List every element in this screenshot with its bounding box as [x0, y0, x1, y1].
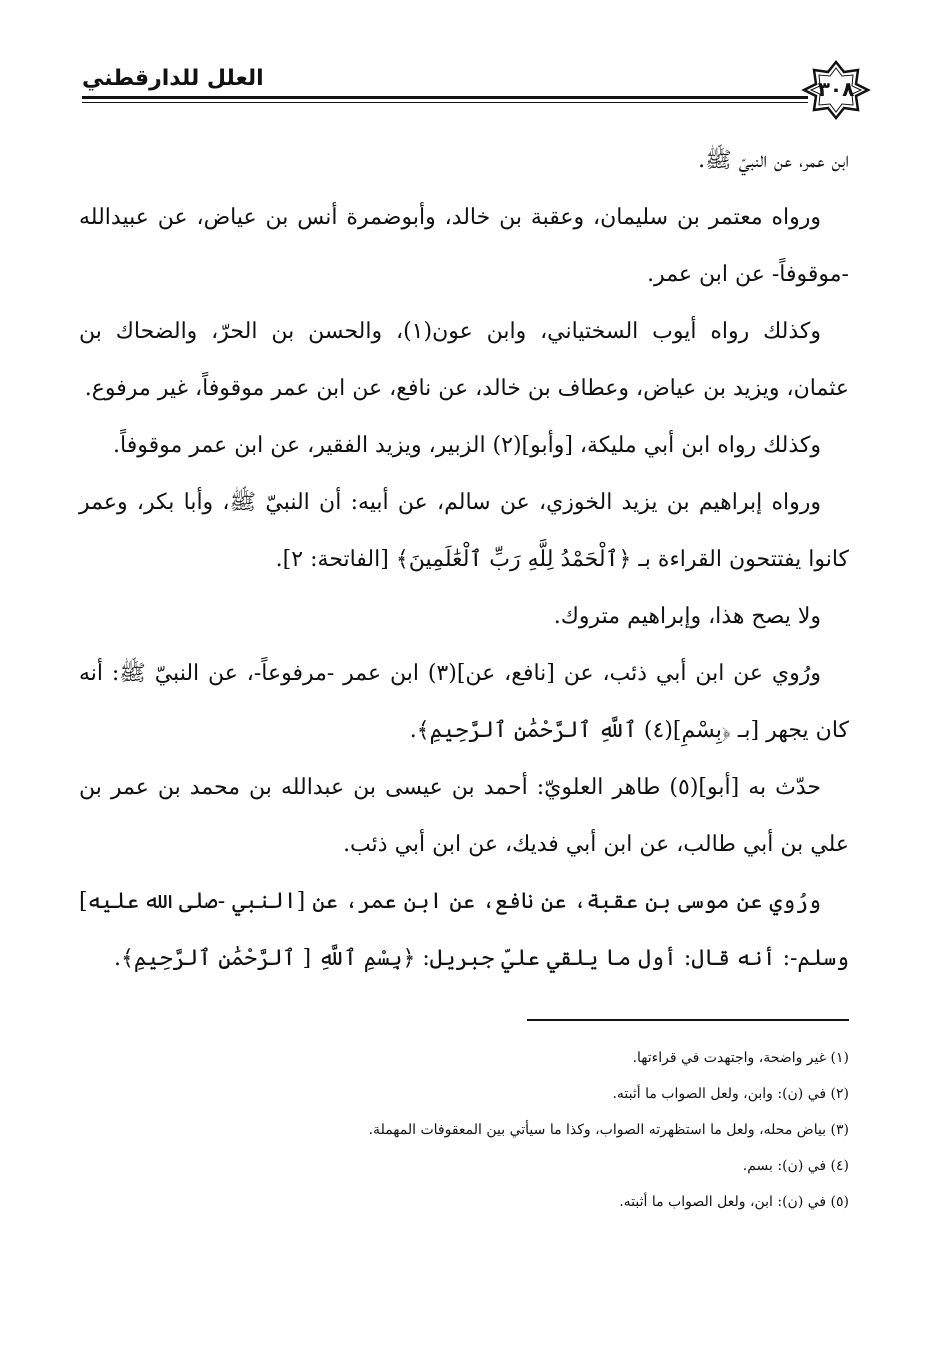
running-title: العلل للدارقطني	[82, 66, 264, 91]
paragraph: وكذلك رواه أيوب السختياني، وابن عون(١)، والحسن بن الحرّ، والضحاك بن عثمان، ويزيد بن عياض، وعطاف بن خالد، عن نافع، عن ابن عمر موقوفاً، غير مرفوع.	[79, 319, 849, 401]
header-rule-thin	[82, 102, 808, 103]
paragraph: حدّث به [أبو](٥) طاهر العلويّ: أحمد بن عيسى بن عبدالله بن محمد بن عمر بن علي بن أبي طالب، عن ابن أبي فديك، عن ابن أبي ذئب.	[79, 775, 849, 857]
footnote: (٢) في (ن): وابن، ولعل الصواب ما أثبته.	[612, 1086, 849, 1102]
footnote: (١) غير واضحة، واجتهدت في قراءتها.	[632, 1050, 849, 1066]
paragraph: ابن عمر، عن النبيّ ﷺ.	[698, 148, 849, 173]
paragraph: ولا يصح هذا، وإبراهيم متروك.	[553, 604, 821, 629]
footnotes	[79, 1040, 849, 1220]
footnote: (٣) بياض محله، ولعل ما استظهرته الصواب، وكذا ما سيأتي بين المعقوفات المهملة.	[368, 1122, 849, 1138]
paragraph: ورُوي عن موسى بن عقبة، عن نافع، عن ابن عمر، عن [النبي -صلى الله عليه] وسلم-: أنه قال: أول ما يلقي عليّ جبريل: ﴿بِسْمِ ٱللَّهِ [ ٱلرَّحْمَٰنِ ٱلرَّحِيمِ﴾.	[79, 889, 849, 971]
footnote-separator	[527, 1019, 849, 1021]
footnote: (٥) في (ن): ابن، ولعل الصواب ما أثبته.	[619, 1194, 849, 1210]
paragraph: ورواه إبراهيم بن يزيد الخوزي، عن سالم، عن أبيه: أن النبيّ ﷺ، وأبا بكر، وعمر كانوا يفتتحون القراءة بـ ﴿ٱلْحَمْدُ لِلَّهِ رَبِّ ٱلْعَٰلَمِينَ﴾ [الفاتحة: ٢].	[79, 490, 849, 572]
header-rule	[82, 96, 808, 99]
paragraph: وكذلك رواه ابن أبي مليكة، [وأبو](٢) الزبير، ويزيد الفقير، عن ابن عمر موقوفاً.	[113, 433, 821, 458]
page-header	[82, 60, 872, 120]
main-text	[79, 132, 849, 987]
paragraph: ورواه معتمر بن سليمان، وعقبة بن خالد، وأبوضمرة أنس بن عياض، عن عبيدالله -موقوفاً- عن ابن عمر.	[79, 205, 849, 287]
page-number: ٣٠٨	[817, 77, 855, 101]
paragraph: ورُوي عن ابن أبي ذئب، عن [نافع، عن](٣) ابن عمر -مرفوعاً-، عن النبيّ ﷺ: أنه كان يجهر [بـ ﴿بِسْمِ](٤) ٱللَّهِ ٱلرَّحْمَٰنِ ٱلرَّحِيمِ﴾.	[79, 661, 849, 743]
footnote: (٤) في (ن): بسم.	[742, 1158, 849, 1174]
page-number-badge	[800, 60, 872, 120]
